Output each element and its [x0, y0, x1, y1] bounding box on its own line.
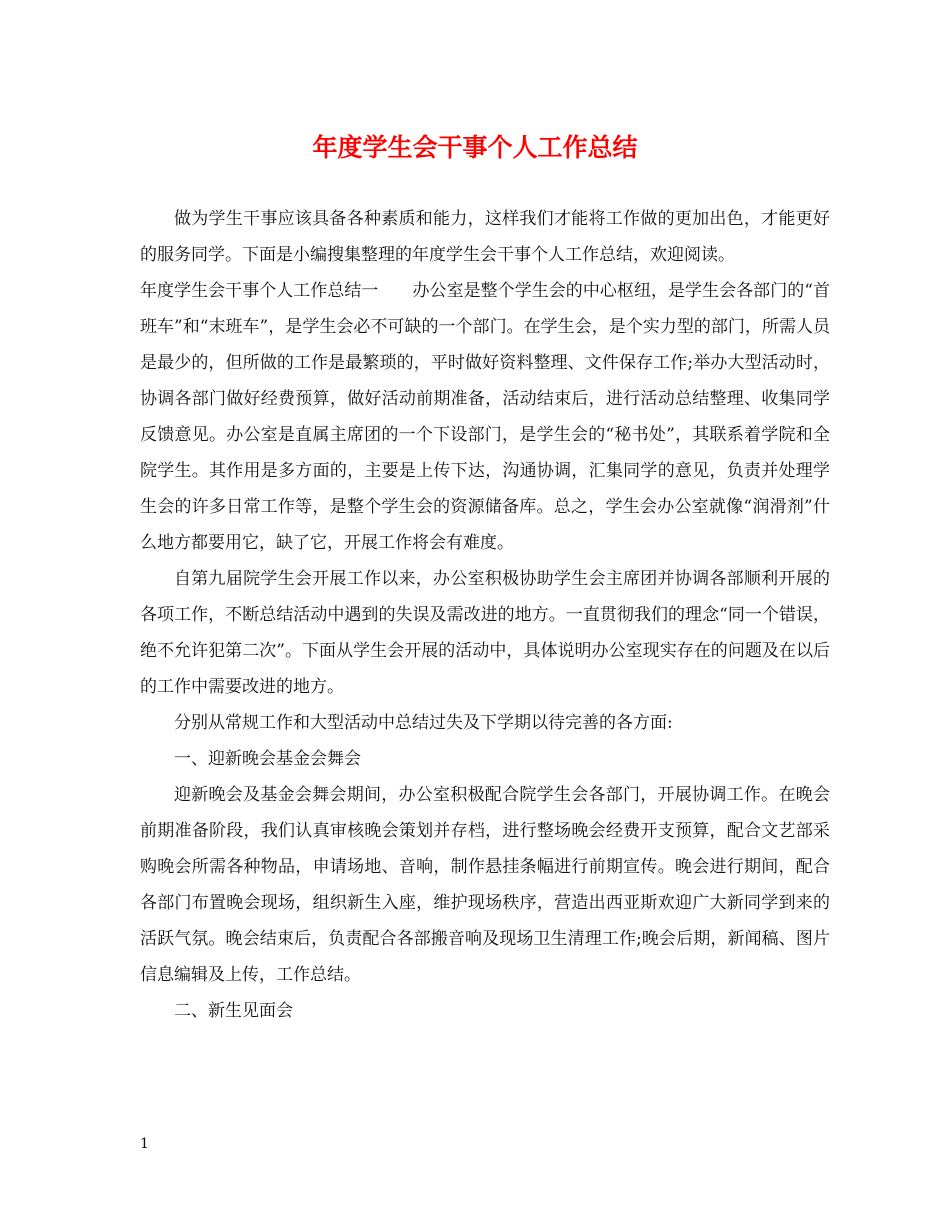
- welcome-party-paragraph: 迎新晚会及基金会舞会期间，办公室积极配合院学生会各部门，开展协调工作。在晚会前期准备阶段，我们认真审核晚会策划并存档，进行整场晚会经费开支预算，配合文艺部采购晚会所需各种物品，申请场地、音响，制作悬挂条幅进行前期宣传。晚会进行期间，配合各部门布置晚会现场，组织新生入座，维护现场秩序，营造出西亚斯欢迎广大新同学到来的活跃气氛。晚会结束后，负责配合各部搬音响及现场卫生清理工作;晚会后期，新闻稿、图片信息编辑及上传，工作总结。: [140, 785, 830, 985]
- section-heading-welcome-party: 一、迎新晚会基金会舞会: [174, 749, 361, 769]
- section-heading-freshman-meeting: 二、新生见面会: [174, 1001, 293, 1021]
- intro-paragraph: 做为学生干事应该具备各种素质和能力，这样我们才能将工作做的更加出色，才能更好的服务同学。下面是小编搜集整理的年度学生会干事个人工作总结，欢迎阅读。: [140, 209, 830, 265]
- work-review-paragraph: 自第九届院学生会开展工作以来，办公室积极协助学生会主席团并协调各部顺利开展的各项工作，不断总结活动中遇到的失误及需改进的地方。一直贯彻我们的理念“同一个错误，绝不允许犯第二次”。下面从学生会开展的活动中，具体说明办公室现实存在的问题及在以后的工作中需要改进的地方。: [140, 569, 830, 697]
- document-title: 年度学生会干事个人工作总结: [312, 133, 638, 162]
- document-body: [140, 201, 830, 1029]
- overview-paragraph: 分别从常规工作和大型活动中总结过失及下学期以待完善的各方面:: [174, 713, 673, 733]
- summary-one-paragraph: 年度学生会干事个人工作总结一 办公室是整个学生会的中心枢纽，是学生会各部门的“首班车”和“末班车”，是学生会必不可缺的一个部门。在学生会，是个实力型的部门，所需人员是最少的，但所做的工作是最繁琐的，平时做好资料整理、文件保存工作;举办大型活动时，协调各部门做好经费预算，做好活动前期准备，活动结束后，进行活动总结整理、收集同学反馈意见。办公室是直属主席团的一个下设部门，是学生会的“秘书处”，其联系着学院和全院学生。其作用是多方面的，主要是上传下达，沟通协调，汇集同学的意见，负责并处理学生会的许多日常工作等，是整个学生会的资源储备库。总之，学生会办公室就像“润滑剂”什么地方都要用它，缺了它，开展工作将会有难度。: [140, 281, 830, 553]
- page-number: 1: [140, 1136, 149, 1152]
